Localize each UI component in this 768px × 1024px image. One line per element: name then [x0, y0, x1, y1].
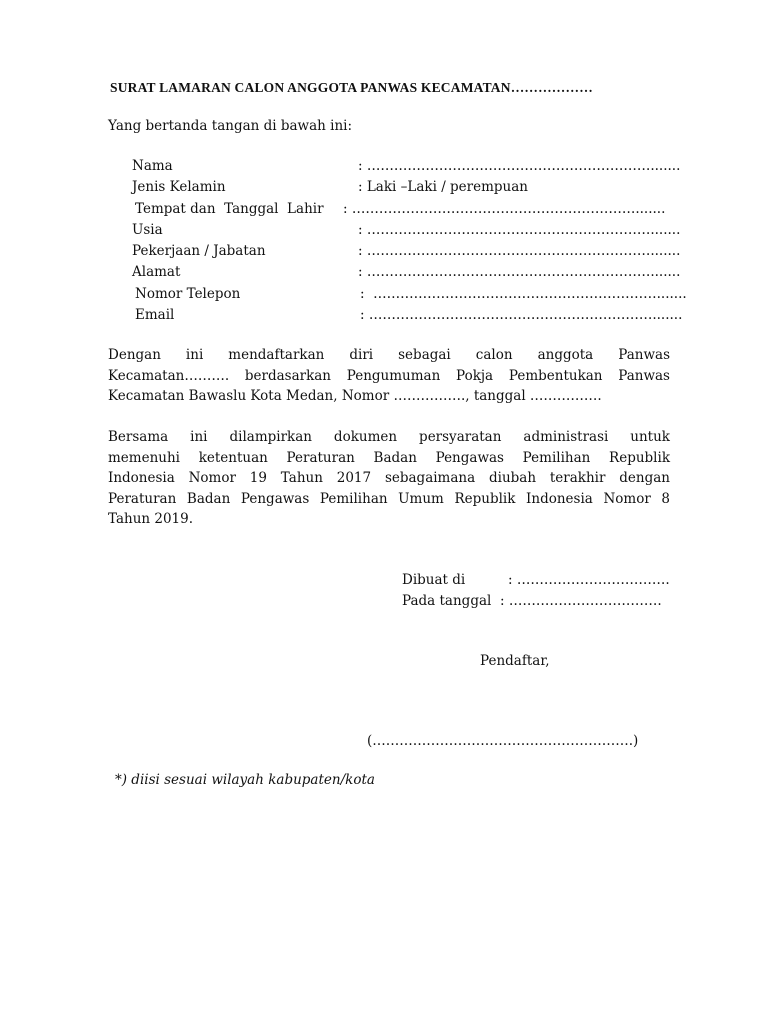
paragraph-line: Kecamatan………. berdasarkan Pengumuman Pokja Pembentukan Panwas [108, 367, 670, 384]
field-nomor-telepon [108, 285, 687, 307]
paragraph-line: Peraturan Badan Pengawas Pemilihan Umum Republik Indonesia Nomor 8 [108, 490, 670, 507]
field-label: Tempat dan Tanggal Lahir [135, 200, 324, 217]
intro-text: Yang bertanda tangan di bawah ini: [108, 118, 353, 134]
applicant-label: Pendaftar, [480, 653, 550, 669]
applicant-fields [108, 158, 687, 328]
paragraph-line: Dengan ini mendaftarkan diri sebagai calon anggota Panwas [108, 347, 670, 363]
footnote: *) diisi sesuai wilayah kabupaten/kota [115, 772, 375, 788]
signature-line: (………………………………………………….) [367, 733, 639, 749]
paragraph-line: memenuhi ketentuan Peraturan Badan Pengawas Pemilihan Republik [108, 449, 670, 466]
field-value: : ………………………………………………………....... [358, 264, 681, 281]
field-label: Email [135, 307, 175, 324]
paragraph-line: Indonesia Nomor 19 Tahun 2017 sebagaimana diubah terakhir dengan [108, 470, 670, 486]
field-pekerjaan [108, 243, 681, 264]
field-email [108, 307, 683, 328]
field-label: Usia [132, 221, 163, 238]
field-value: : ………………………………………………………....... [360, 307, 683, 324]
date-value: : ……………………………. [500, 593, 662, 609]
field-value: : ………………………………………………………....... [360, 285, 687, 302]
made-at-value: : ……………………………. [508, 572, 670, 588]
paragraph-line: Kecamatan Bawaslu Kota Medan, Nomor ……………., tanggal ……………. [108, 388, 602, 404]
field-value: : ………………………………………………………....... [358, 243, 681, 260]
registration-paragraph [108, 345, 670, 407]
field-label: Nama [132, 158, 173, 174]
paragraph-line: Tahun 2019. [108, 511, 194, 527]
field-value: : ………………………………………………………....... [358, 158, 681, 174]
field-label: Jenis Kelamin [132, 179, 226, 196]
document-title: SURAT LAMARAN CALON ANGGOTA PANWAS KECAMATAN……………… [110, 80, 593, 95]
field-nama [108, 158, 681, 179]
field-alamat [108, 264, 681, 285]
field-value: : Laki –Laki / perempuan [358, 179, 528, 196]
field-label: Alamat [132, 264, 181, 281]
paragraph-line: Bersama ini dilampirkan dokumen persyaratan administrasi untuk [108, 429, 670, 445]
field-label: Pekerjaan / Jabatan [132, 243, 266, 260]
field-jenis-kelamin [108, 179, 678, 200]
field-value: : ………………………………………………………....... [358, 221, 681, 238]
field-label: Nomor Telepon [135, 285, 241, 302]
field-value: : ………………………………………………………....... [343, 200, 666, 217]
field-tempat-tanggal-lahir [108, 201, 678, 222]
date-label: Pada tanggal [402, 593, 492, 609]
field-usia [108, 221, 681, 243]
made-at-label: Dibuat di [402, 572, 466, 588]
attachments-paragraph [108, 427, 670, 530]
